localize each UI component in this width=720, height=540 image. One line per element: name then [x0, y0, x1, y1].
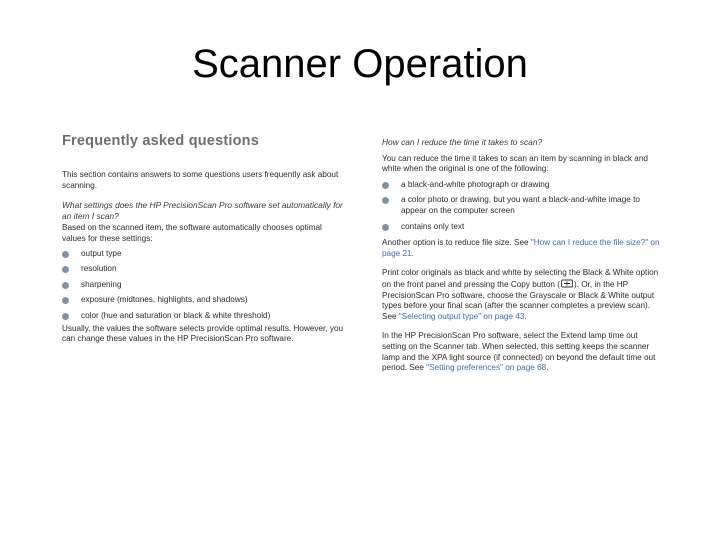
list-item: a black-and-white photograph or drawing: [382, 180, 662, 191]
black-white-list: [382, 180, 662, 232]
list-item: color (hue and saturation or black & white threshold): [62, 311, 344, 322]
preferences-link[interactable]: "Setting preferences" on page 68: [426, 363, 547, 373]
print-color-paragraph: Print color originals as black and white by selecting the Black & White option on the front panel and pressing the Copy button ( ). Or, in the HP PrecisionScan Pro software, choose the Grayscale or Black & White output types before your final scan (after the scanner completes a preview scan). See "Selecting output type" on page 43.: [382, 268, 659, 321]
bullet-icon: [382, 224, 389, 231]
bullet-icon: [62, 251, 69, 258]
list-item: a color photo or drawing, but you want a black-and-white image to appear on the computer screen: [382, 195, 662, 216]
bullet-icon: [62, 266, 69, 273]
reduce-file-size-paragraph: Another option is to reduce file size. See "How can I reduce the file size?" on page 21.: [382, 238, 660, 258]
faq-closing: Usually, the values the software selects provide optimal results. However, you can change these values in the HP PrecisionScan Pro software.: [62, 323, 344, 344]
list-item: exposure (midtones, highlights, and shadows): [62, 295, 344, 306]
bullet-icon: [382, 197, 389, 204]
list-item: contains only text: [382, 222, 662, 233]
list-item: output type: [62, 249, 344, 260]
faq-heading: Frequently asked questions: [62, 133, 259, 149]
faq-right-column: [382, 132, 662, 383]
list-item: sharpening: [62, 280, 344, 291]
bullet-icon: [382, 182, 389, 189]
bullet-icon: [62, 313, 69, 320]
file-size-link[interactable]: "How can I reduce the file size?" on page 21: [382, 238, 660, 258]
scan-time-intro: You can reduce the time it takes to scan an item by scanning in black and white when the original is one of the following:: [382, 153, 648, 174]
copy-button-icon: [561, 279, 573, 288]
faq-question-scan-time: How can I reduce the time it takes to scan?: [382, 137, 543, 147]
bullet-icon: [62, 297, 69, 304]
output-type-link[interactable]: "Selecting output type" on page 43: [398, 311, 525, 321]
faq-intro: This section contains answers to some questions users frequently ask about scanning.: [62, 170, 339, 190]
faq-answer-settings: Based on the scanned item, the software automatically chooses optimal values for these settings:: [62, 223, 322, 243]
bullet-icon: [62, 282, 69, 289]
lamp-timeout-paragraph: In the HP PrecisionScan Pro software, select the Extend lamp time out setting on the Scanner tab. When selected, this setting keeps the scanner lamp and the XPA light source (if connected) on beyond the default time out period. See "Setting preferences" on page 68.: [382, 331, 656, 373]
settings-list: [62, 249, 344, 322]
faq-question-settings: What settings does the HP PrecisionScan Pro software set automatically for an item I scan?: [62, 200, 343, 221]
faq-left-column: [62, 132, 344, 354]
slide-title: Scanner Operation: [192, 42, 528, 86]
list-item: resolution: [62, 264, 344, 275]
